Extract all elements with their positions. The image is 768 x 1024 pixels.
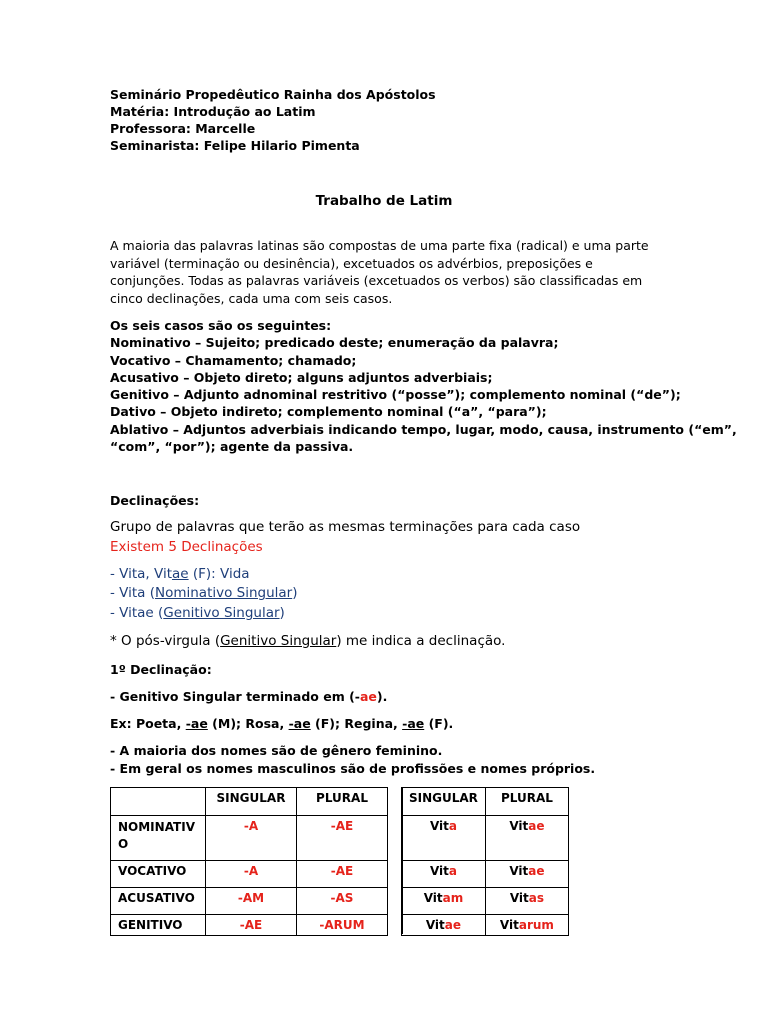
case-item: Acusativo – Objeto direto; alguns adjuntos adverbiais; — [110, 369, 493, 385]
stem: Vit — [429, 864, 449, 878]
cases-list — [110, 317, 737, 455]
stem: Vit — [425, 918, 445, 932]
ending-pl: -ARUM — [297, 915, 388, 936]
rule-text: - Genitivo Singular terminado em (- — [110, 689, 360, 704]
ending-sg: -AE — [206, 915, 297, 936]
example-text: ) — [279, 605, 285, 621]
seminary-name: Seminário Propedêutico Rainha dos Apóstolos — [110, 87, 436, 102]
ending: arum — [518, 918, 554, 932]
genitivo-singular-link[interactable]: Genitivo Singular — [163, 605, 280, 621]
header-singular: SINGULAR — [402, 788, 486, 816]
case-name: GENITIVO — [111, 915, 206, 936]
header-plural: PLURAL — [485, 788, 568, 816]
ending: am — [442, 891, 464, 905]
case-item: “com”, “por”); agente da passiva. — [110, 439, 354, 455]
group-text: Grupo de palavras que terão as mesmas terminações para cada caso — [110, 519, 581, 535]
case-item: Ablativo – Adjuntos adverbiais indicando tempo, lugar, modo, causa, instrumento (“em”, — [110, 421, 737, 437]
gender-note: - A maioria dos nomes são de gênero feminino. — [110, 743, 443, 758]
teacher-line: Professora: Marcelle — [110, 121, 256, 136]
rule-ending: ae — [359, 689, 377, 704]
case-item: Dativo – Objeto indireto; complemento nominal (“a”, “para”); — [110, 404, 547, 420]
student-line: Seminarista: Felipe Hilario Pimenta — [110, 138, 360, 153]
header-plural: PLURAL — [297, 788, 388, 816]
ex-text: (M); Rosa, — [207, 716, 289, 731]
example-pl — [485, 915, 568, 936]
example-text: - Vitae ( — [110, 605, 164, 621]
case-item: Vocativo – Chamamento; chamado; — [110, 352, 357, 368]
ending: a — [448, 819, 457, 833]
declination-note — [110, 633, 505, 649]
example-text: - Vita, Vit — [110, 566, 172, 582]
header-cell — [111, 788, 206, 816]
ending: ae — [528, 864, 545, 878]
declension-table — [110, 787, 388, 936]
page-title: Trabalho de Latim — [315, 193, 453, 209]
stem: Vit — [509, 864, 529, 878]
stem: Vit — [499, 918, 519, 932]
stem: Vit — [509, 891, 529, 905]
ex-text: (F). — [424, 716, 454, 731]
example-sg — [402, 888, 486, 915]
intro-paragraph: A maioria das palavras latinas são compostas de uma parte fixa (radical) e uma parte variável (terminação ou desinência), excetuados os advérbios, preposições e conjunções. Todas as palavras variáveis (excetuados os verbos) são classificadas em cinco declinações, cada uma com seis casos. — [110, 238, 649, 306]
example-ending: ae — [171, 566, 189, 582]
note-genitivo-link[interactable]: Genitivo Singular — [220, 633, 337, 649]
subject-line: Matéria: Introdução ao Latim — [110, 104, 316, 119]
stem: Vit — [509, 819, 529, 833]
ex-ending: -ae — [185, 716, 208, 731]
example-text: (F): Vida — [188, 566, 250, 582]
example-text: ) — [292, 585, 298, 601]
ending-sg: -A — [206, 861, 297, 888]
case-nominativo: NOMINATIV O — [111, 816, 206, 861]
example-sg — [402, 861, 486, 888]
ending-sg: -A — [206, 816, 297, 861]
ending-pl: -AS — [297, 888, 388, 915]
ending: ae — [528, 819, 545, 833]
example-pl — [485, 816, 568, 861]
first-declension-heading: 1º Declinação: — [110, 662, 212, 677]
case-name: ACUSATIVO — [111, 888, 206, 915]
ex-text: Ex: Poeta, — [110, 716, 186, 731]
case-name: VOCATIVO — [111, 861, 206, 888]
ending: as — [528, 891, 545, 905]
ending: ae — [444, 918, 462, 932]
example-text: - Vita ( — [110, 585, 155, 601]
header-singular: SINGULAR — [206, 788, 297, 816]
note-text: ) me indica a declinação. — [336, 633, 506, 649]
stem: Vit — [423, 891, 443, 905]
declinations-heading: Declinações: — [110, 493, 200, 508]
examples-line — [110, 716, 453, 731]
masculine-note: - Em geral os nomes masculinos são de profissões e nomes próprios. — [110, 761, 596, 776]
ending-pl: -AE — [297, 861, 388, 888]
example-sg — [402, 816, 486, 861]
genitive-rule — [110, 689, 387, 704]
example-pl — [485, 861, 568, 888]
ex-text: (F); Regina, — [310, 716, 403, 731]
nominativo-singular-link[interactable]: Nominativo Singular — [154, 585, 293, 601]
example-vita — [110, 566, 250, 582]
cases-heading: Os seis casos são os seguintes: — [110, 318, 332, 333]
ending-sg: -AM — [206, 888, 297, 915]
case-item: Nominativo – Sujeito; predicado deste; enumeração da palavra; — [110, 335, 559, 351]
rule-text: ). — [376, 689, 388, 704]
ex-ending: -ae — [288, 716, 311, 731]
stem: Vit — [429, 819, 449, 833]
example-sg — [402, 915, 486, 936]
ex-ending: -ae — [402, 716, 425, 731]
example-table — [401, 787, 569, 936]
note-text: * O pós-virgula ( — [110, 633, 221, 649]
exist-text: Existem 5 Declinações — [110, 539, 263, 555]
ending-pl: -AE — [297, 816, 388, 861]
example-nominativo — [110, 585, 298, 601]
example-genitivo — [110, 605, 285, 621]
ending: a — [448, 864, 457, 878]
case-item: Genitivo – Adjunto adnominal restritivo (“posse”); complemento nominal (“de”); — [110, 387, 681, 403]
example-pl — [485, 888, 568, 915]
